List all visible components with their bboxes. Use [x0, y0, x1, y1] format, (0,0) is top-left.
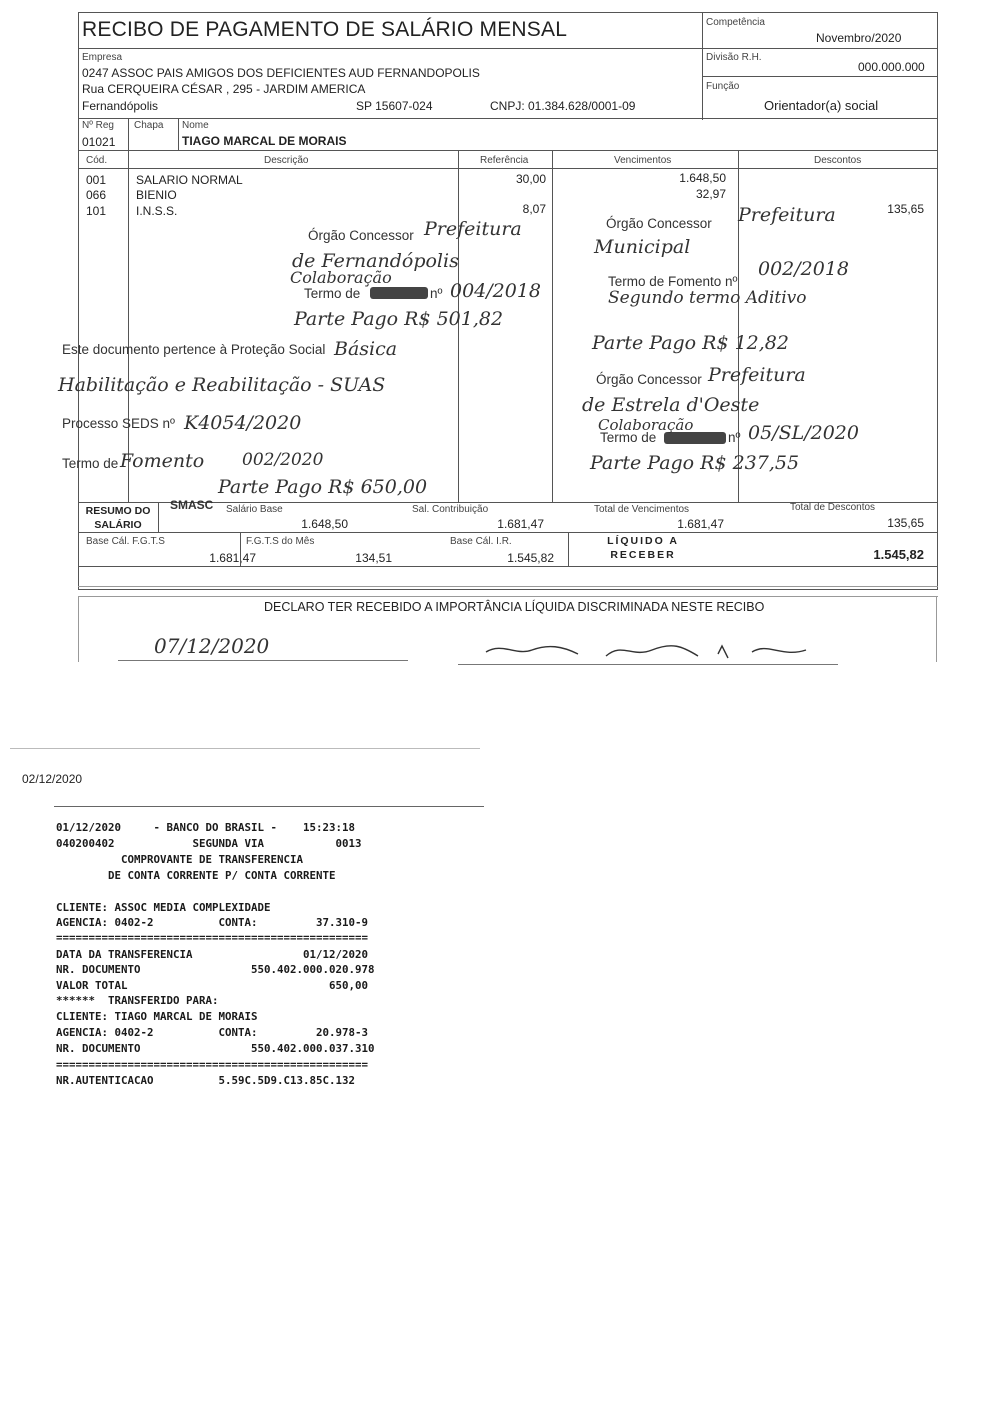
base-fgts-label: Base Cál. F.G.T.S	[86, 536, 165, 547]
receipt-line: 01/12/2020 - BANCO DO BRASIL - 15:23:18	[56, 821, 356, 834]
item-cod: 101	[86, 204, 107, 218]
item-descricao: SALARIO NORMAL	[136, 173, 243, 187]
receipt-line: CLIENTE: TIAGO MARCAL DE MORAIS	[56, 1010, 258, 1023]
handwriting: Fomento	[120, 450, 205, 472]
handwriting: 05/SL/2020	[748, 422, 859, 444]
nome-label: Nome	[182, 120, 209, 131]
total-venc-value: 1.681,47	[677, 517, 724, 531]
competencia-value: Novembro/2020	[816, 31, 902, 45]
liquido-value: 1.545,82	[873, 547, 924, 562]
handwriting: Parte Pago R$ 501,82	[294, 308, 504, 330]
stamp-termo-3: Termo de	[600, 430, 657, 445]
reg-value: 01021	[82, 135, 116, 149]
signature-date: 07/12/2020	[154, 634, 270, 658]
comprovante-top-rule	[54, 806, 484, 807]
stamp-termo-de: Termo de	[62, 456, 119, 471]
receipt-line: DE CONTA CORRENTE P/ CONTA CORRENTE	[56, 869, 336, 882]
nome-value: TIAGO MARCAL DE MORAIS	[182, 134, 347, 148]
funcao-value: Orientador(a) social	[764, 98, 879, 113]
receipt-line: COMPROVANTE DE TRANSFERENCIA	[56, 853, 304, 866]
handwriting: Parte Pago R$ 12,82	[592, 332, 789, 354]
receipt-line: DATA DA TRANSFERENCIA 01/12/2020	[56, 948, 369, 961]
base-ir-value: 1.545,82	[507, 551, 554, 565]
funcao-label: Função	[706, 81, 740, 92]
salario-base-value: 1.648,50	[301, 517, 348, 531]
resumo-label: RESUMO DO SALÁRIO	[85, 505, 151, 531]
handwriting: Básica	[334, 338, 398, 360]
item-referencia: 30,00	[515, 172, 546, 186]
stamp-termo-3-n: nº	[728, 430, 741, 445]
total-desc-label: Total de Descontos	[790, 502, 876, 513]
liquido-label: LÍQUIDO A RECEBER	[607, 535, 679, 561]
handwriting: Parte Pago R$ 650,00	[218, 476, 428, 498]
item-cod: 001	[86, 173, 107, 187]
item-vencimentos: 32,97	[695, 187, 726, 201]
col-descontos-header: Descontos	[814, 155, 862, 166]
stamp-processo: Processo SEDS nº	[62, 416, 175, 431]
stamp-orgao-3: Órgão Concessor	[596, 372, 702, 387]
handwriting: 004/2018	[450, 280, 542, 302]
handwriting: 002/2018	[758, 258, 850, 280]
empresa-value: 0247 ASSOC PAIS AMIGOS DOS DEFICIENTES AUD FERNANDOPOLIS	[82, 66, 480, 80]
handwriting: Prefeitura	[424, 218, 522, 240]
receipt-line: AGENCIA: 0402-2 CONTA: 37.310-9	[56, 916, 369, 929]
receipt-line: NR. DOCUMENTO 550.402.000.037.310	[56, 1042, 375, 1055]
sal-contrib-label: Sal. Contribuição	[412, 504, 489, 515]
total-venc-label: Total de Vencimentos	[594, 504, 690, 515]
stamp-protecao: Este documento pertence à Proteção Social	[62, 342, 326, 357]
receipt-line: ================================================	[56, 1058, 369, 1071]
divisao-label: Divisão R.H.	[706, 52, 762, 63]
salary-receipt	[58, 12, 938, 662]
handwriting: Segundo termo Aditivo	[608, 288, 807, 308]
cidade-value: Fernandópolis	[82, 99, 159, 113]
receipt-line: AGENCIA: 0402-2 CONTA: 20.978-3	[56, 1026, 369, 1039]
receipt-line: 040200402 SEGUNDA VIA 0013	[56, 837, 362, 850]
stamp-termo-fomento: Termo de Fomento nº	[608, 274, 738, 289]
scan-line	[10, 748, 480, 749]
sal-contrib-value: 1.681,47	[497, 517, 544, 531]
handwriting: Parte Pago R$ 237,55	[590, 452, 800, 474]
declaro-text: DECLARO TER RECEBIDO A IMPORTÂNCIA LÍQUIDA DISCRIMINADA NESTE RECIBO	[264, 600, 765, 614]
col-referencia-header: Referência	[480, 155, 529, 166]
fgts-mes-label: F.G.T.S do Mês	[246, 536, 315, 547]
chapa-label: Chapa	[134, 120, 164, 131]
item-vencimentos: 1.648,50	[679, 171, 726, 185]
uf-cep-value: SP 15607-024	[356, 99, 433, 113]
item-descricao: I.N.S.S.	[136, 204, 178, 218]
col-descricao-header: Descrição	[264, 155, 309, 166]
receipt-title: RECIBO DE PAGAMENTO DE SALÁRIO MENSAL	[82, 18, 568, 41]
receipt-line: VALOR TOTAL 650,00	[56, 979, 369, 992]
handwriting: Prefeitura	[708, 364, 806, 386]
employee-signature	[482, 636, 812, 664]
handwriting: Colaboração	[290, 268, 392, 287]
col-cod-header: Cód.	[86, 155, 108, 166]
comprovante-print-date: 02/12/2020	[22, 772, 83, 786]
divisao-value: 000.000.000	[858, 60, 925, 74]
redaction-mark	[370, 287, 428, 299]
endereco-value: Rua CERQUEIRA CÉSAR , 295 - JARDIM AMERICA	[82, 82, 366, 96]
empresa-label: Empresa	[82, 52, 123, 63]
fgts-mes-value: 134,51	[355, 551, 392, 565]
handwriting: de Fernandópolis	[292, 250, 459, 272]
handwriting: Municipal	[594, 236, 691, 258]
handwriting: Colaboração	[598, 416, 694, 434]
stamp-smasc: SMASC	[170, 498, 214, 512]
handwriting: de Estrela d'Oeste	[582, 394, 760, 416]
item-descricao: BIENIO	[136, 188, 177, 202]
receipt-line: ================================================	[56, 931, 369, 944]
total-desc-value: 135,65	[887, 516, 924, 530]
stamp-orgao-2: Órgão Concessor	[606, 216, 712, 231]
handwriting: Habilitação e Reabilitação - SUAS	[58, 374, 386, 396]
reg-label: Nº Reg	[82, 120, 114, 131]
receipt-line: NR. DOCUMENTO 550.402.000.020.978	[56, 963, 375, 976]
col-vencimentos-header: Vencimentos	[614, 155, 672, 166]
handwriting: Prefeitura	[738, 204, 836, 226]
stamp-termo-1-n: nº	[430, 286, 443, 301]
receipt-line: ****** TRANSFERIDO PARA:	[56, 994, 219, 1007]
receipt-line: NR.AUTENTICACAO 5.59C.5D9.C13.85C.132	[56, 1074, 356, 1087]
item-cod: 066	[86, 188, 107, 202]
item-referencia: 8,07	[522, 202, 546, 216]
receipt-line: CLIENTE: ASSOC MEDIA COMPLEXIDADE	[56, 901, 271, 914]
salario-base-label: Salário Base	[226, 504, 283, 515]
item-descontos: 135,65	[887, 202, 924, 216]
handwriting: 002/2020	[242, 450, 324, 470]
handwriting: K4054/2020	[184, 412, 302, 434]
stamp-orgao-1: Órgão Concessor	[308, 228, 414, 243]
cnpj-value: CNPJ: 01.384.628/0001-09	[490, 99, 636, 113]
base-ir-label: Base Cál. I.R.	[450, 536, 512, 547]
competencia-label: Competência	[706, 17, 765, 28]
stamp-termo-1: Termo de	[304, 286, 361, 301]
base-fgts-value: 1.681,47	[209, 551, 256, 565]
